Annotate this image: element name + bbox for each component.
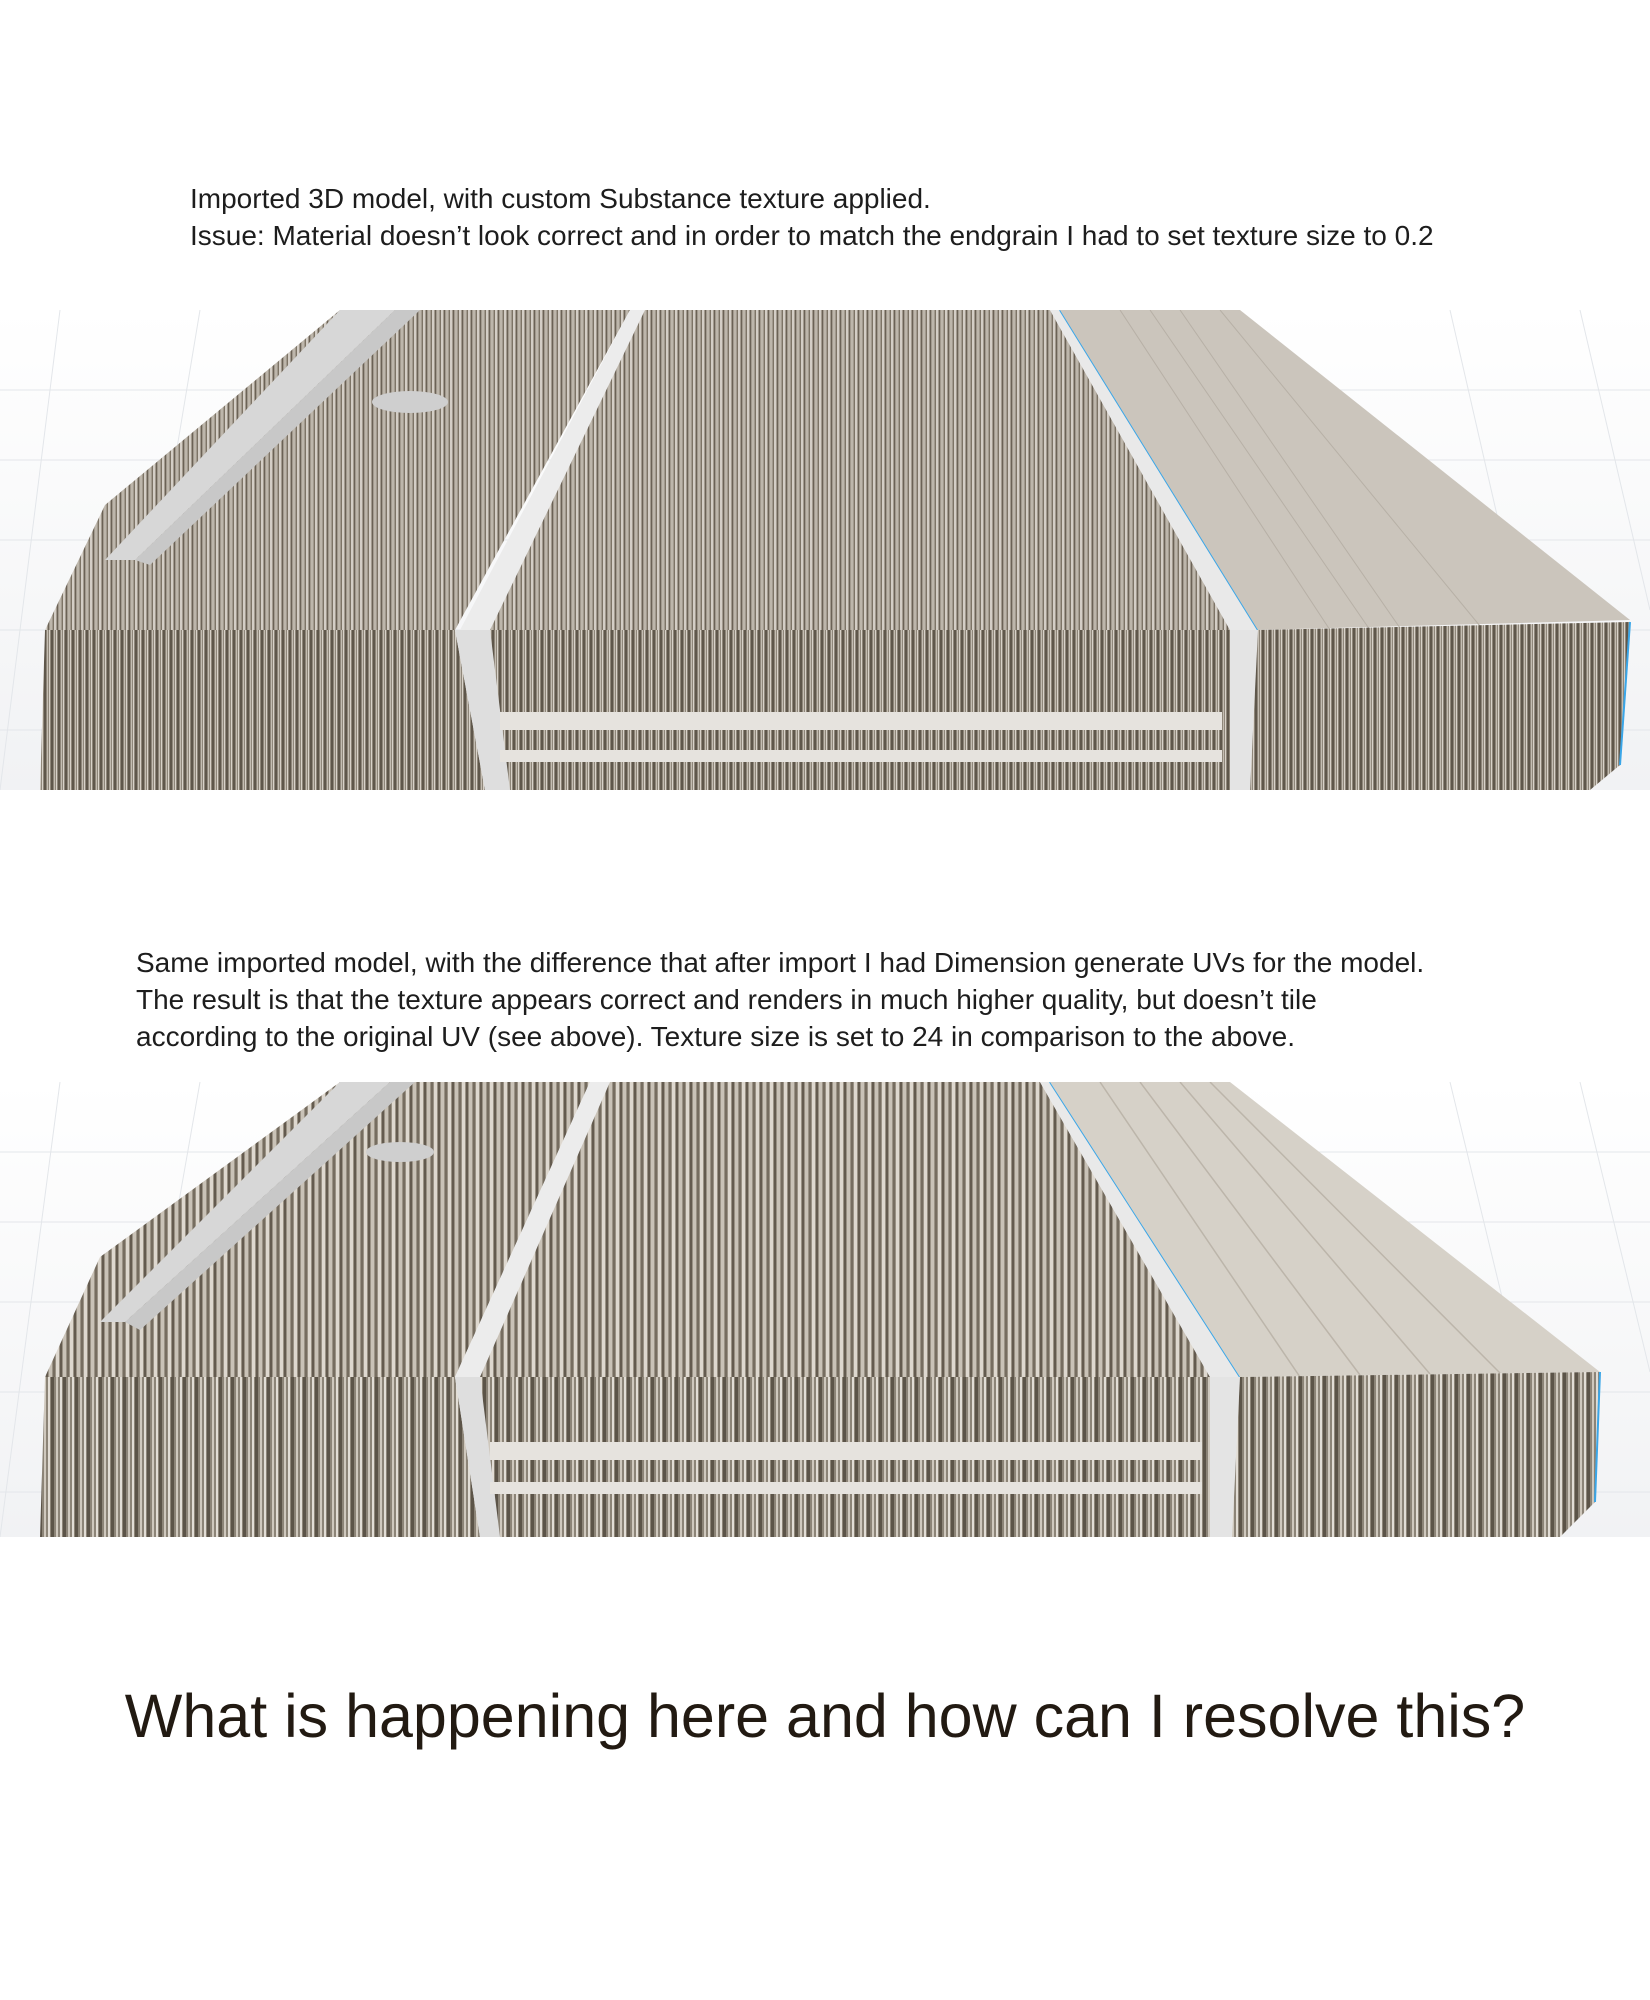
caption-top-line-1: Imported 3D model, with custom Substance texture applied. bbox=[190, 183, 931, 214]
render-top-desk-original-uv bbox=[0, 310, 1650, 790]
render-bottom-desk-generated-uv bbox=[0, 1082, 1650, 1537]
caption-bottom-line-1: Same imported model, with the difference that after import I had Dimension generate UVs for the model. bbox=[136, 947, 1425, 978]
caption-top bbox=[190, 180, 1434, 254]
desk-render-top bbox=[0, 310, 1650, 790]
caption-bottom-line-3: according to the original UV (see above). Texture size is set to 24 in comparison to the above. bbox=[136, 1021, 1296, 1052]
question-heading: What is happening here and how can I resolve this? bbox=[124, 1682, 1526, 1750]
desk-render-bottom bbox=[0, 1082, 1650, 1537]
caption-bottom bbox=[136, 944, 1424, 1055]
caption-top-line-2: Issue: Material doesn’t look correct and in order to match the endgrain I had to set texture size to 0.2 bbox=[190, 220, 1434, 251]
caption-bottom-line-2: The result is that the texture appears correct and renders in much higher quality, but doesn’t tile bbox=[136, 984, 1317, 1015]
